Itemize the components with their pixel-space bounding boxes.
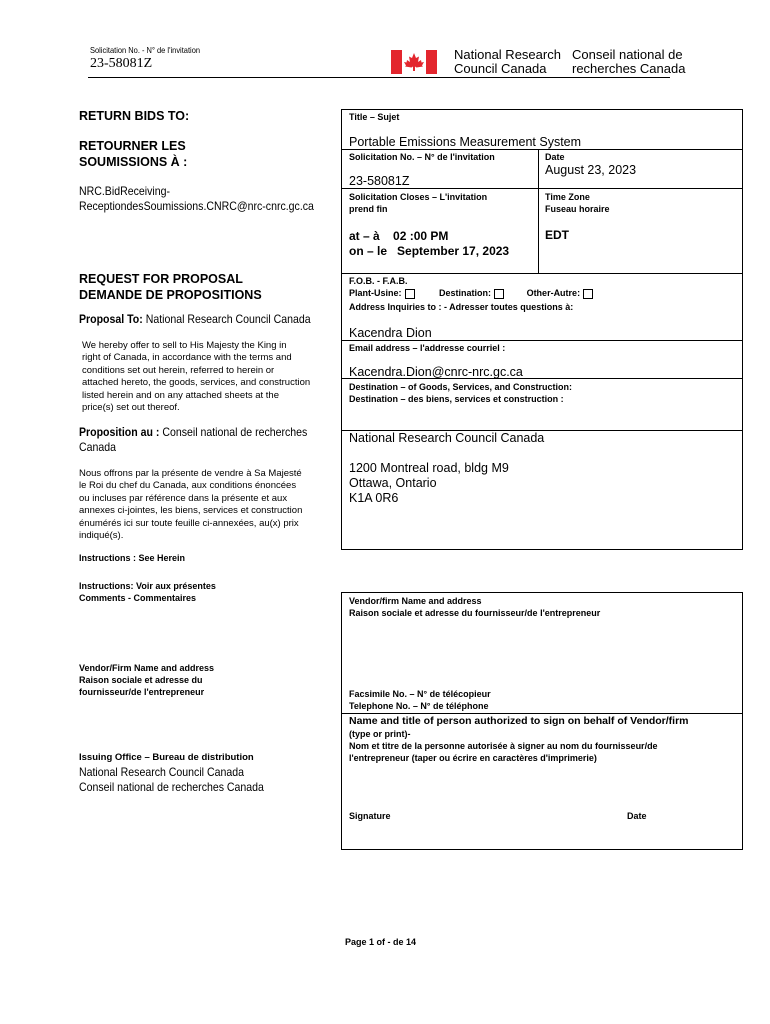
comments-label: Comments - Commentaires — [79, 593, 197, 603]
tz-value: EDT — [545, 228, 569, 242]
rfp-heading — [79, 271, 262, 303]
proposition-au — [79, 425, 307, 455]
proposal-to — [79, 312, 311, 326]
proposition-value-line2: Canada — [79, 440, 117, 454]
rfp-line1: REQUEST FOR PROPOSAL — [79, 272, 243, 286]
rule — [341, 273, 743, 274]
header-rule — [88, 77, 670, 78]
solicitation-label: Solicitation No. - N° de l'invitation — [90, 45, 201, 55]
title-value: Portable Emissions Measurement System — [349, 135, 582, 149]
issuing-office — [79, 765, 264, 795]
dest-addr-line1: 1200 Montreal road, bldg M9 — [349, 461, 509, 475]
fob-options — [349, 288, 593, 299]
tel-label: Telephone No. – N° de téléphone — [349, 701, 489, 711]
destination-address — [349, 461, 509, 506]
closes-label — [349, 191, 487, 215]
proposition-label: Proposition au : — [79, 425, 160, 439]
proposal-to-value: National Research Council Canada — [145, 312, 311, 326]
offer-fr-line: ou incluses par référence dans la présente et aux — [79, 492, 288, 504]
offer-en-line: We hereby offer to sell to His Majesty the King in — [82, 340, 287, 351]
column-divider — [538, 149, 539, 273]
contact-email[interactable]: Kacendra.Dion@cnrc-nrc.gc.ca — [349, 365, 523, 379]
org-name-fr — [572, 48, 685, 76]
retourner-heading — [79, 138, 187, 170]
org-en-line1: National Research — [454, 47, 561, 62]
bid-email-line2: ReceptiondesSoumissions.CNRC@nrc-cnrc.gc.ca — [79, 199, 314, 213]
dest-label-line1: Destination – of Goods, Services, and Construction: — [349, 382, 573, 392]
closing-date-value: September 17, 2023 — [397, 244, 510, 258]
vendor-label-left — [79, 662, 214, 698]
org-name-en — [454, 48, 561, 76]
sign-line2: (type or print)- — [349, 729, 411, 739]
rule — [341, 149, 743, 150]
proposal-to-label: Proposal To: — [79, 312, 143, 326]
sign-line4: l'entrepreneur (taper ou écrire en caractères d'imprimerie) — [349, 753, 597, 763]
signature-label: Signature — [349, 811, 391, 821]
rule — [341, 188, 743, 189]
other-label: Other-Autre: — [526, 288, 581, 298]
dest-label-line2: Destination – des biens, services et construction : — [349, 394, 564, 404]
sol-label: Solicitation No. – N° de l'invitation — [349, 152, 495, 162]
destination-label: Destination: — [439, 288, 492, 298]
sign-line3: Nom et titre de la personne autorisée à signer au nom du fournisseur/de — [349, 741, 658, 751]
offer-en-line: attached hereto, the goods, services, and construction — [82, 377, 311, 389]
offer-fr-line: indiqué(s). — [79, 530, 124, 542]
retourner-line1: RETOURNER LES — [79, 139, 186, 153]
destination-org: National Research Council Canada — [349, 431, 545, 445]
vendor-label-right — [349, 595, 600, 619]
page-number: Page 1 of - de 14 — [345, 937, 417, 947]
tz-line1: Time Zone — [545, 192, 590, 202]
offer-fr — [79, 468, 341, 542]
closes-line2: prend fin — [349, 204, 388, 214]
issuing-office-label: Issuing Office – Bureau de distribution — [79, 752, 254, 763]
offer-en-line: price(s) set out thereof. — [82, 402, 180, 414]
contact-name: Kacendra Dion — [349, 326, 432, 340]
issuing-line2: Conseil national de recherches Canada — [79, 780, 264, 794]
vendor-right-line2: Raison sociale et adresse du fournisseur/de l'entrepreneur — [349, 608, 601, 618]
proposition-value-line1: Conseil national de recherches — [162, 425, 308, 439]
rule — [341, 340, 743, 341]
offer-en-line: listed herein and on any attached sheets at the — [82, 389, 279, 401]
closes-line1: Solicitation Closes – L'invitation — [349, 192, 488, 202]
retourner-line2: SOUMISSIONS À : — [79, 155, 188, 169]
solicitation-number-header: 23-58081Z — [90, 56, 153, 71]
rfp-line2: DEMANDE DE PROPOSITIONS — [79, 288, 262, 302]
vendor-left-line2: Raison sociale et adresse du — [79, 675, 203, 685]
destination-checkbox[interactable] — [494, 289, 504, 299]
closing-time — [349, 229, 509, 259]
vendor-left-line3: fournisseur/de l'entrepreneur — [79, 687, 205, 697]
bid-email — [79, 184, 314, 214]
vendor-right-line1: Vendor/firm Name and address — [349, 596, 482, 606]
org-fr-line1: Conseil national de — [572, 47, 683, 62]
plant-checkbox[interactable] — [405, 289, 415, 299]
date-value: August 23, 2023 — [545, 163, 637, 177]
sign-instructions — [349, 728, 658, 764]
instructions-fr — [79, 580, 216, 604]
title-label: Title – Sujet — [349, 112, 400, 122]
instructions-label: Instructions : See Herein — [79, 553, 186, 563]
rule — [341, 713, 743, 714]
signature-date-label: Date — [627, 811, 647, 821]
tz-line2: Fuseau horaire — [545, 204, 610, 214]
dest-addr-line2: Ottawa, Ontario — [349, 476, 437, 490]
destination-goods-label — [349, 381, 572, 405]
org-en-line2: Council Canada — [454, 61, 547, 76]
plant-label: Plant-Usine: — [349, 288, 402, 298]
offer-fr-line: énumérés ici sur toute feuille ci-annexées, au(x) prix — [79, 517, 299, 529]
offer-fr-line: le Roi du chef du Canada, aux conditions énoncées — [79, 480, 297, 492]
sign-title: Name and title of person authorized to sign on behalf of Vendor/firm — [349, 715, 689, 727]
bid-email-line1: NRC.BidReceiving- — [79, 184, 170, 198]
other-checkbox[interactable] — [583, 289, 593, 299]
offer-en — [82, 340, 342, 414]
sol-value: 23-58081Z — [349, 174, 410, 188]
at-label: at – à — [349, 229, 380, 243]
fax-tel-labels — [349, 688, 491, 712]
instructions-fr-line: Instructions: Voir aux présentes — [79, 581, 216, 591]
offer-en-line: right of Canada, in accordance with the terms and — [82, 352, 292, 364]
org-fr-line2: recherches Canada — [572, 61, 686, 76]
email-label: Email address – l'addresse courriel : — [349, 343, 506, 353]
return-bids-heading: RETURN BIDS TO: — [79, 109, 190, 123]
offer-en-line: conditions set out herein, referred to herein or — [82, 364, 275, 376]
address-inquiries-label: Address Inquiries to : - Adresser toutes questions à: — [349, 302, 574, 312]
date-label: Date — [545, 152, 565, 162]
fax-label: Facsimile No. – N° de télécopieur — [349, 689, 491, 699]
vendor-left-line1: Vendor/Firm Name and address — [79, 663, 215, 673]
offer-fr-line: Nous offrons par la présente de vendre à Sa Majesté — [79, 468, 302, 479]
canada-flag-icon — [391, 50, 437, 79]
fob-label: F.O.B. - F.A.B. — [349, 276, 408, 286]
dest-addr-line3: K1A 0R6 — [349, 491, 399, 505]
on-label: on – le — [349, 244, 388, 258]
issuing-line1: National Research Council Canada — [79, 765, 244, 779]
tz-label — [545, 191, 610, 215]
closing-time-value: 02 :00 PM — [393, 229, 449, 243]
offer-fr-line: annexes ci-jointes, les biens, services et construction — [79, 505, 303, 517]
